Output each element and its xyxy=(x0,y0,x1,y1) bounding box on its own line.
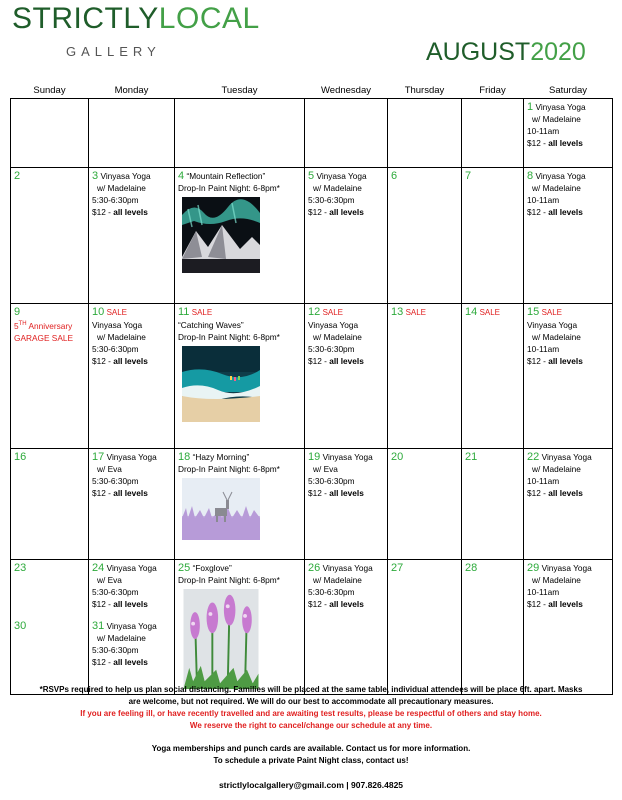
day-cell-24-31 xyxy=(89,560,175,695)
weekday-thursday: Thursday xyxy=(388,83,462,99)
garage-sale-label: GARAGE SALE xyxy=(14,332,74,343)
event-time: 5:30-6:30pm xyxy=(92,195,139,205)
paint-night-info: Drop-In Paint Night: 6-8pm* xyxy=(178,332,280,342)
month-year: 2020 xyxy=(530,38,586,66)
logo-gallery-text: GALLERY xyxy=(66,44,161,59)
day-cell-12 xyxy=(305,304,388,449)
day-cell-3 xyxy=(89,168,175,304)
rsvp-note-line1: *RSVPs required to help us plan social distancing. Families will be placed at the same table, individual attendees will be place 6ft. apart. Masks xyxy=(39,685,583,694)
instructor: w/ Madelaine xyxy=(313,183,362,193)
day-cell-4 xyxy=(175,168,305,304)
event-time: 5:30-6:30pm xyxy=(308,344,355,354)
schedule-disclaimer: We reserve the right to cancel/change our schedule at any time. xyxy=(189,721,433,730)
day-number: 7 xyxy=(465,170,472,182)
day-number: 28 xyxy=(465,562,478,574)
logo-strictly-text: STRICTLY xyxy=(12,2,159,35)
price: $12 - xyxy=(92,599,114,609)
day-number: 2 xyxy=(14,170,21,182)
weekday-header xyxy=(11,83,613,99)
weekday-friday: Friday xyxy=(462,83,524,99)
painting-title: “Catching Waves” xyxy=(178,320,244,330)
day-number: 6 xyxy=(391,170,398,182)
weekday-saturday: Saturday xyxy=(524,83,613,99)
instructor: w/ Eva xyxy=(97,464,122,474)
day-number: 11 xyxy=(178,306,190,318)
week-row xyxy=(11,168,613,304)
price: $12 - xyxy=(308,207,330,217)
day-cell-29 xyxy=(524,560,613,695)
painting-title: “Foxglove” xyxy=(192,563,232,573)
price: $12 - xyxy=(92,657,114,667)
level: all levels xyxy=(113,657,148,667)
painting-title: “Mountain Reflection” xyxy=(186,171,266,181)
week-row xyxy=(11,99,613,168)
sale-badge: SALE xyxy=(322,308,344,317)
day-cell-26 xyxy=(305,560,388,695)
instructor: w/ Eva xyxy=(97,575,122,585)
day-cell-6 xyxy=(388,168,462,304)
weekday-monday: Monday xyxy=(89,83,175,99)
day-number: 4 xyxy=(178,170,185,182)
instructor: w/ Madelaine xyxy=(97,332,146,342)
event-title: Vinyasa Yoga xyxy=(322,563,373,573)
event-time: 5:30-6:30pm xyxy=(92,645,139,655)
event-time: 5:30-6:30pm xyxy=(92,476,139,486)
rsvp-note-line2: are welcome, but not required. We will do our best to accommodate all precautionary measures. xyxy=(128,697,494,706)
day-cell-empty xyxy=(89,99,175,168)
price: $12 - xyxy=(92,488,114,498)
event-title: Vinyasa Yoga xyxy=(100,171,151,181)
event-time: 5:30-6:30pm xyxy=(92,587,139,597)
day-cell-27 xyxy=(388,560,462,695)
day-cell-22 xyxy=(524,449,613,560)
day-number: 9 xyxy=(14,306,21,318)
paint-night-info: Drop-In Paint Night: 6-8pm* xyxy=(178,464,280,474)
day-number: 14 xyxy=(465,306,478,318)
week-row xyxy=(11,449,613,560)
day-cell-8 xyxy=(524,168,613,304)
event-title: Vinyasa Yoga xyxy=(541,563,592,573)
paint-night-info: Drop-In Paint Night: 6-8pm* xyxy=(178,183,280,193)
day-number: 10 xyxy=(92,306,105,318)
day-number: 20 xyxy=(391,451,404,463)
day-cell-empty xyxy=(388,99,462,168)
price: $12 - xyxy=(527,207,549,217)
level: all levels xyxy=(548,356,583,366)
instructor: w/ Madelaine xyxy=(532,114,581,124)
event-title: Vinyasa Yoga xyxy=(106,452,157,462)
instructor: w/ Madelaine xyxy=(313,332,362,342)
day-cell-15 xyxy=(524,304,613,449)
price: $12 - xyxy=(308,599,330,609)
event-title: Vinyasa Yoga xyxy=(316,171,367,181)
day-cell-10 xyxy=(89,304,175,449)
day-cell-14 xyxy=(462,304,524,449)
day-cell-empty xyxy=(11,99,89,168)
event-title: Vinyasa Yoga xyxy=(106,621,157,631)
level: all levels xyxy=(329,356,364,366)
instructor: w/ Madelaine xyxy=(532,575,581,585)
day-number: 17 xyxy=(92,451,105,463)
instructor: w/ Madelaine xyxy=(532,332,581,342)
day-number: 29 xyxy=(527,562,540,574)
level: all levels xyxy=(113,599,148,609)
event-time: 5:30-6:30pm xyxy=(308,195,355,205)
day-cell-18 xyxy=(175,449,305,560)
event-title: Vinyasa Yoga xyxy=(308,320,359,330)
weekday-tuesday: Tuesday xyxy=(175,83,305,99)
day-cell-empty xyxy=(175,99,305,168)
day-number: 1 xyxy=(527,101,534,113)
gallery-logo xyxy=(12,2,260,36)
day-cell-5 xyxy=(305,168,388,304)
event-title: Vinyasa Yoga xyxy=(92,320,143,330)
level: all levels xyxy=(113,488,148,498)
week-row xyxy=(11,304,613,449)
instructor: w/ Madelaine xyxy=(313,575,362,585)
instructor: w/ Madelaine xyxy=(97,183,146,193)
day-number: 13 xyxy=(391,306,404,318)
event-time: 10-11am xyxy=(527,587,560,597)
day-number: 15 xyxy=(527,306,540,318)
event-time: 5:30-6:30pm xyxy=(92,344,139,354)
sale-badge: SALE xyxy=(191,308,213,317)
day-number: 27 xyxy=(391,562,404,574)
level: all levels xyxy=(548,599,583,609)
foxglove-painting xyxy=(182,589,260,689)
sale-badge: SALE xyxy=(479,308,501,317)
day-cell-25 xyxy=(175,560,305,695)
paint-night-info: Drop-In Paint Night: 6-8pm* xyxy=(178,575,280,585)
day-number: 21 xyxy=(465,451,478,463)
level: all levels xyxy=(329,599,364,609)
level: all levels xyxy=(113,356,148,366)
price: $12 - xyxy=(308,356,330,366)
private-class-info: To schedule a private Paint Night class, contact us! xyxy=(213,756,409,765)
day-cell-17 xyxy=(89,449,175,560)
level: all levels xyxy=(329,207,364,217)
instructor: w/ Eva xyxy=(313,464,338,474)
month-name: AUGUST xyxy=(426,38,531,66)
event-time: 10-11am xyxy=(527,126,560,136)
day-number: 26 xyxy=(308,562,321,574)
day-cell-13 xyxy=(388,304,462,449)
day-cell-19 xyxy=(305,449,388,560)
day-number: 30 xyxy=(14,620,27,632)
day-cell-empty xyxy=(462,99,524,168)
day-cell-7 xyxy=(462,168,524,304)
day-cell-16 xyxy=(11,449,89,560)
day-cell-9 xyxy=(11,304,89,449)
day-number: 31 xyxy=(92,620,105,632)
weekday-sunday: Sunday xyxy=(11,83,89,99)
day-number: 5 xyxy=(308,170,315,182)
event-title: Vinyasa Yoga xyxy=(535,171,586,181)
day-number: 19 xyxy=(308,451,321,463)
level: all levels xyxy=(329,488,364,498)
day-cell-11 xyxy=(175,304,305,449)
week-row xyxy=(11,560,613,695)
event-title: Vinyasa Yoga xyxy=(535,102,586,112)
beach-painting xyxy=(182,346,260,422)
event-title: Vinyasa Yoga xyxy=(322,452,373,462)
instructor: w/ Madelaine xyxy=(532,464,581,474)
sale-badge: SALE xyxy=(541,308,563,317)
anniversary-label: 5TH Anniversary xyxy=(14,320,73,331)
contact-info: strictlylocalgallery@gmail.com | 907.826.4825 xyxy=(218,780,404,790)
price: $12 - xyxy=(527,599,549,609)
sale-badge: SALE xyxy=(405,308,427,317)
day-cell-21 xyxy=(462,449,524,560)
day-number: 3 xyxy=(92,170,99,182)
event-title: Vinyasa Yoga xyxy=(106,563,157,573)
painting-title: “Hazy Morning” xyxy=(192,452,250,462)
day-number: 8 xyxy=(527,170,534,182)
membership-info: Yoga memberships and punch cards are available. Contact us for more information. xyxy=(151,744,471,753)
day-number: 18 xyxy=(178,451,191,463)
day-cell-23-30 xyxy=(11,560,89,695)
day-number: 23 xyxy=(14,562,27,574)
day-number: 16 xyxy=(14,451,27,463)
event-time: 5:30-6:30pm xyxy=(308,587,355,597)
event-time: 10-11am xyxy=(527,195,560,205)
day-cell-1 xyxy=(524,99,613,168)
instructor: w/ Madelaine xyxy=(97,633,146,643)
illness-warning: If you are feeling ill, or have recently travelled and are awaiting test results, please be respectful of others and stay home. xyxy=(80,709,542,718)
level: all levels xyxy=(113,207,148,217)
weekday-wednesday: Wednesday xyxy=(305,83,388,99)
instructor: w/ Madelaine xyxy=(532,183,581,193)
price: $12 - xyxy=(527,488,549,498)
price: $12 - xyxy=(92,356,114,366)
event-time: 10-11am xyxy=(527,344,560,354)
day-cell-2 xyxy=(11,168,89,304)
day-number: 12 xyxy=(308,306,321,318)
day-number: 24 xyxy=(92,562,105,574)
mountain-painting xyxy=(182,197,260,273)
level: all levels xyxy=(548,488,583,498)
price: $12 - xyxy=(92,207,114,217)
price: $12 - xyxy=(308,488,330,498)
deer-painting xyxy=(182,478,260,540)
day-number: 25 xyxy=(178,562,191,574)
event-title: Vinyasa Yoga xyxy=(541,452,592,462)
level: all levels xyxy=(548,207,583,217)
event-title: Vinyasa Yoga xyxy=(527,320,578,330)
day-cell-28 xyxy=(462,560,524,695)
event-time: 10-11am xyxy=(527,476,560,486)
day-cell-20 xyxy=(388,449,462,560)
month-title xyxy=(426,38,586,67)
price: $12 - xyxy=(527,138,549,148)
day-cell-empty xyxy=(305,99,388,168)
event-time: 5:30-6:30pm xyxy=(308,476,355,486)
day-number: 22 xyxy=(527,451,540,463)
logo-local-text: LOCAL xyxy=(158,2,260,35)
price: $12 - xyxy=(527,356,549,366)
level: all levels xyxy=(548,138,583,148)
calendar-grid xyxy=(10,83,613,695)
sale-badge: SALE xyxy=(106,308,128,317)
